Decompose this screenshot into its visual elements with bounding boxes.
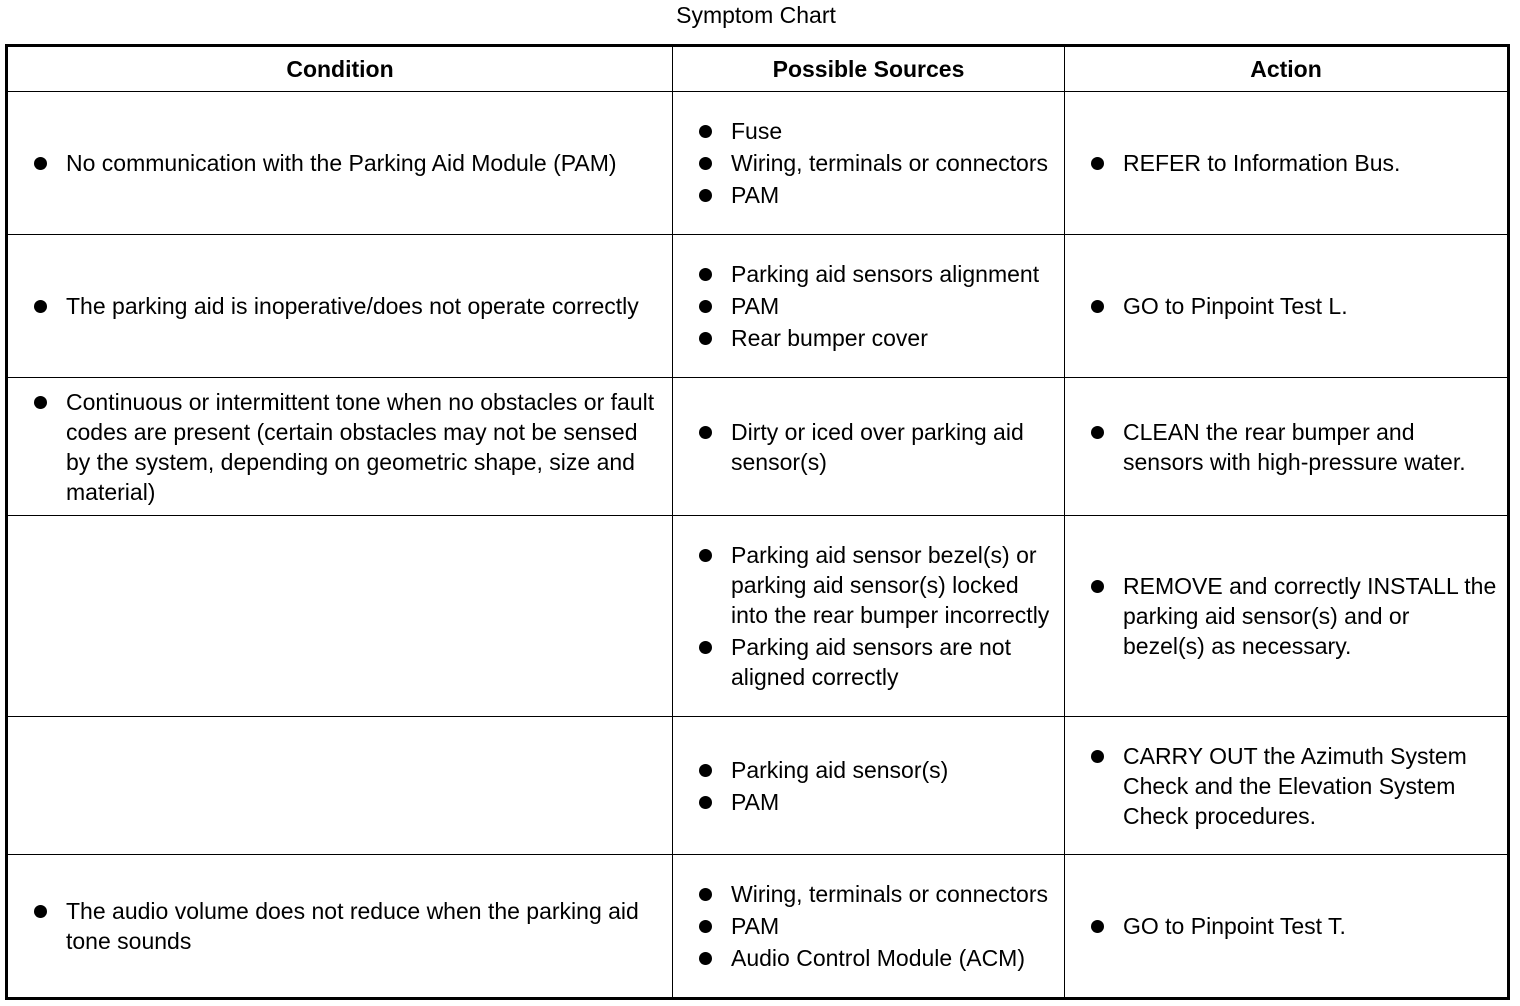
bullet-text: Parking aid sensor bezel(s) or parking aid sensor(s) locked into the rear bumper incorrectly bbox=[731, 542, 1050, 628]
condition-cell bbox=[7, 235, 673, 378]
bullet-text: REMOVE and correctly INSTALL the parking aid sensor(s) and or bezel(s) as necessary. bbox=[1123, 573, 1497, 659]
action-cell bbox=[1065, 235, 1509, 378]
table-row bbox=[7, 378, 1509, 516]
bullet-list bbox=[1087, 291, 1497, 321]
bullet-icon bbox=[699, 125, 712, 138]
bullet-text: Fuse bbox=[731, 118, 783, 144]
bullet-icon bbox=[1091, 920, 1104, 933]
bullet-item bbox=[30, 387, 662, 507]
table-row bbox=[7, 516, 1509, 717]
bullet-icon bbox=[1091, 750, 1104, 763]
action-cell bbox=[1065, 516, 1509, 717]
bullet-item bbox=[695, 911, 1054, 941]
table-row bbox=[7, 855, 1509, 999]
bullet-icon bbox=[1091, 580, 1104, 593]
bullet-item bbox=[1087, 291, 1497, 321]
table-row bbox=[7, 235, 1509, 378]
bullet-item bbox=[695, 259, 1054, 289]
header-condition: Condition bbox=[7, 46, 673, 92]
bullet-text: Wiring, terminals or connectors bbox=[731, 881, 1048, 907]
bullet-text: Rear bumper cover bbox=[731, 325, 928, 351]
bullet-icon bbox=[34, 157, 47, 170]
bullet-icon bbox=[699, 300, 712, 313]
bullet-list bbox=[30, 896, 662, 956]
bullet-item bbox=[695, 540, 1054, 630]
table-body bbox=[7, 92, 1509, 999]
condition-cell bbox=[7, 855, 673, 999]
bullet-item bbox=[695, 632, 1054, 692]
bullet-item bbox=[1087, 148, 1497, 178]
bullet-text: Parking aid sensor(s) bbox=[731, 756, 949, 783]
symptom-table bbox=[5, 44, 1510, 1000]
bullet-list bbox=[695, 417, 1054, 477]
bullet-icon bbox=[699, 332, 712, 345]
possible-sources-cell bbox=[673, 717, 1065, 855]
bullet-item bbox=[1087, 911, 1497, 941]
bullet-text: GO to Pinpoint Test L. bbox=[1123, 293, 1348, 319]
bullet-list bbox=[695, 755, 1054, 817]
possible-sources-cell bbox=[673, 378, 1065, 516]
bullet-list bbox=[1087, 417, 1497, 477]
bullet-list bbox=[30, 148, 662, 178]
bullet-list bbox=[30, 387, 662, 507]
bullet-item bbox=[695, 180, 1054, 210]
bullet-list bbox=[695, 116, 1054, 210]
possible-sources-cell bbox=[673, 516, 1065, 717]
bullet-item bbox=[695, 879, 1054, 909]
bullet-item bbox=[695, 291, 1054, 321]
bullet-item bbox=[695, 417, 1054, 477]
bullet-text: Wiring, terminals or connectors bbox=[731, 150, 1048, 176]
bullet-list bbox=[1087, 911, 1497, 941]
bullet-icon bbox=[699, 549, 712, 562]
condition-cell bbox=[7, 378, 673, 516]
bullet-list bbox=[1087, 571, 1497, 661]
bullet-icon bbox=[699, 641, 712, 654]
bullet-text: Parking aid sensors are not aligned correctly bbox=[731, 634, 1011, 690]
bullet-text: CARRY OUT the Azimuth System Check and the Elevation System Check procedures. bbox=[1123, 742, 1467, 829]
bullet-list bbox=[30, 291, 662, 321]
bullet-text: PAM bbox=[731, 788, 780, 815]
bullet-item bbox=[695, 116, 1054, 146]
chart-title: Symptom Chart bbox=[676, 2, 836, 28]
bullet-list bbox=[695, 540, 1054, 692]
bullet-text: The audio volume does not reduce when the parking aid tone sounds bbox=[66, 898, 639, 954]
bullet-text: Dirty or iced over parking aid sensor(s) bbox=[731, 418, 1024, 475]
bullet-text: PAM bbox=[731, 293, 780, 319]
bullet-item bbox=[1087, 417, 1497, 477]
condition-cell bbox=[7, 516, 673, 717]
bullet-icon bbox=[1091, 300, 1104, 313]
bullet-icon bbox=[699, 920, 712, 933]
table-row bbox=[7, 717, 1509, 855]
bullet-item bbox=[1087, 741, 1497, 831]
bullet-icon bbox=[34, 300, 47, 313]
condition-cell bbox=[7, 717, 673, 855]
bullet-text: PAM bbox=[731, 913, 780, 939]
bullet-text: No communication with the Parking Aid Module (PAM) bbox=[66, 150, 617, 176]
bullet-icon bbox=[1091, 157, 1104, 170]
bullet-list bbox=[1087, 741, 1497, 831]
bullet-item bbox=[30, 148, 662, 178]
bullet-icon bbox=[34, 396, 47, 409]
bullet-text: PAM bbox=[731, 182, 780, 208]
bullet-list bbox=[695, 879, 1054, 973]
header-row bbox=[7, 46, 1509, 92]
bullet-text: Parking aid sensors alignment bbox=[731, 261, 1040, 287]
bullet-icon bbox=[699, 157, 712, 170]
bullet-icon bbox=[699, 764, 712, 777]
action-cell bbox=[1065, 717, 1509, 855]
action-cell bbox=[1065, 92, 1509, 235]
bullet-icon bbox=[699, 796, 712, 809]
bullet-item bbox=[695, 323, 1054, 353]
action-cell bbox=[1065, 855, 1509, 999]
bullet-item bbox=[30, 896, 662, 956]
bullet-list bbox=[1087, 148, 1497, 178]
bullet-item bbox=[695, 755, 1054, 785]
bullet-item bbox=[1087, 571, 1497, 661]
action-cell bbox=[1065, 378, 1509, 516]
bullet-icon bbox=[699, 189, 712, 202]
bullet-icon bbox=[1091, 426, 1104, 439]
header-action: Action bbox=[1065, 46, 1509, 92]
bullet-item bbox=[30, 291, 662, 321]
bullet-text: The parking aid is inoperative/does not operate correctly bbox=[66, 293, 639, 319]
bullet-text: REFER to Information Bus. bbox=[1123, 150, 1401, 176]
bullet-text: CLEAN the rear bumper and sensors with high-pressure water. bbox=[1123, 418, 1466, 475]
possible-sources-cell bbox=[673, 855, 1065, 999]
bullet-icon bbox=[34, 905, 47, 918]
bullet-text: Continuous or intermittent tone when no obstacles or fault codes are present (certain obstacles may not be sensed by the system, depending on geometric shape, size and material) bbox=[66, 388, 655, 505]
bullet-icon bbox=[699, 268, 712, 281]
condition-cell bbox=[7, 92, 673, 235]
bullet-item bbox=[695, 943, 1054, 973]
bullet-list bbox=[695, 259, 1054, 353]
possible-sources-cell bbox=[673, 235, 1065, 378]
bullet-item bbox=[695, 148, 1054, 178]
bullet-icon bbox=[699, 426, 712, 439]
bullet-icon bbox=[699, 888, 712, 901]
bullet-text: Audio Control Module (ACM) bbox=[731, 945, 1026, 971]
table-row bbox=[7, 92, 1509, 235]
possible-sources-cell bbox=[673, 92, 1065, 235]
bullet-text: GO to Pinpoint Test T. bbox=[1123, 913, 1346, 939]
header-possible-sources: Possible Sources bbox=[673, 46, 1065, 92]
bullet-icon bbox=[699, 952, 712, 965]
bullet-item bbox=[695, 787, 1054, 817]
